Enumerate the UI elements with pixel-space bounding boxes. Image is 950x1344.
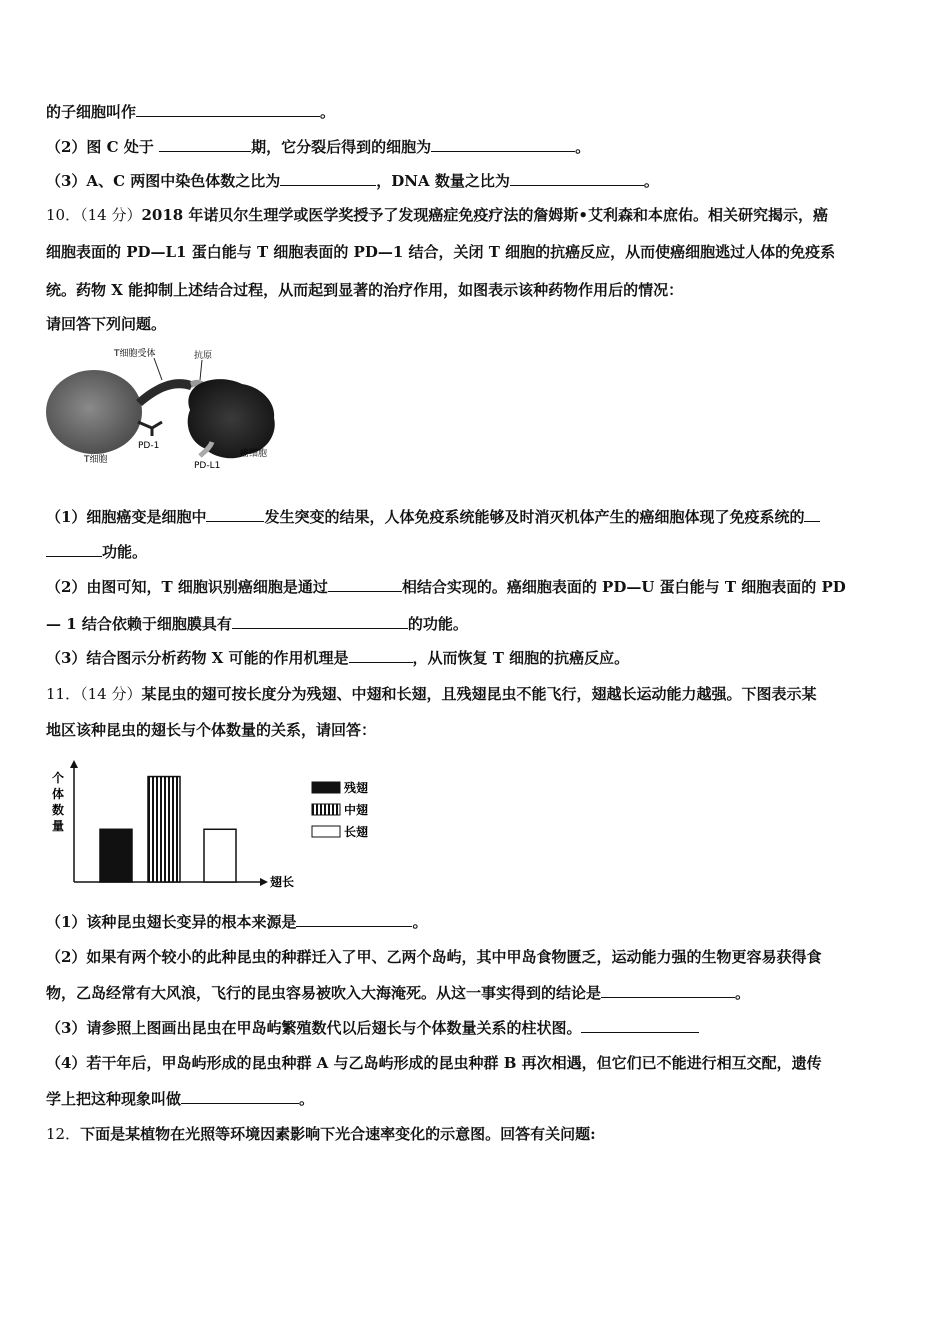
answer-blank[interactable] bbox=[181, 1089, 299, 1104]
bars-group bbox=[100, 777, 236, 882]
legend-label-short: 残翅 bbox=[344, 781, 369, 795]
y-axis-label-1: 个 bbox=[52, 771, 65, 785]
text: 相结合实现的。癌细胞表面的 PD—U 蛋白能与 T 细胞表面的 PD bbox=[401, 578, 846, 596]
text: 。 bbox=[643, 172, 659, 190]
text: 的子细胞叫作 bbox=[46, 103, 137, 121]
text: （2）如果有两个较小的此种昆虫的种群迁入了甲、乙两个岛屿，其中甲岛食物匮乏，运动能力强的生物更容易获得食 bbox=[46, 948, 822, 966]
t-cell-body bbox=[46, 370, 142, 454]
answer-blank[interactable] bbox=[296, 912, 412, 927]
answer-blank[interactable] bbox=[232, 614, 408, 629]
text: 地区该种昆虫的翅长与个体数量的关系，请回答： bbox=[46, 721, 377, 739]
q11-2-line-1 bbox=[46, 947, 821, 967]
label-pd1: PD-1 bbox=[138, 441, 160, 451]
text: （3）请参照上图画出昆虫在甲岛屿繁殖数代以后翅长与个体数量关系的柱状图。 bbox=[46, 1019, 582, 1037]
text: 学上把这种现象叫做 bbox=[46, 1090, 182, 1108]
text: 。 bbox=[299, 1090, 315, 1108]
text: ，DNA 数量之比为 bbox=[376, 172, 510, 190]
text: 发生突变的结果，人体免疫系统能够及时消灭机体产生的癌细胞体现了免疫系统的 bbox=[264, 508, 805, 526]
answer-blank[interactable] bbox=[804, 507, 820, 522]
question-number: 10．（14 分） bbox=[46, 206, 142, 224]
question-number: 12． bbox=[46, 1125, 81, 1143]
q11-2-line-2 bbox=[46, 983, 750, 1003]
q10-line-4 bbox=[46, 314, 166, 334]
y-axis-arrow bbox=[70, 760, 78, 768]
immune-diagram bbox=[44, 344, 284, 470]
line-1 bbox=[46, 102, 335, 122]
q10-3-line bbox=[46, 648, 629, 668]
text: 。 bbox=[320, 103, 336, 121]
line-2 bbox=[46, 137, 590, 157]
text: 某昆虫的翅可按长度分为残翅、中翅和长翅，且残翅昆虫不能飞行，翅越长运动能力越强。下图表示某 bbox=[141, 685, 817, 703]
wing-length-chart bbox=[48, 758, 388, 890]
cancer-cell-body bbox=[188, 379, 275, 458]
answer-blank[interactable] bbox=[159, 137, 251, 152]
q11-3-line bbox=[46, 1018, 699, 1038]
answer-blank[interactable] bbox=[601, 983, 735, 998]
bar-残翅 bbox=[100, 829, 132, 882]
text: 。 bbox=[575, 138, 591, 156]
q10-1-line-1 bbox=[46, 507, 820, 527]
immune-figure bbox=[44, 344, 284, 470]
text: 请回答下列问题。 bbox=[46, 315, 167, 333]
text: 细胞表面的 PD—L1 蛋白能与 T 细胞表面的 PD—1 结合，关闭 T 细胞的抗癌反应，从而使癌细胞逃过人体的免疫系 bbox=[46, 243, 836, 261]
line-3 bbox=[46, 171, 659, 191]
legend-swatch-long bbox=[312, 826, 340, 837]
bar-chart bbox=[48, 758, 388, 890]
legend-swatch-medium bbox=[312, 804, 340, 815]
text: 2018 年诺贝尔生理学或医学奖授予了发现癌症免疫疗法的詹姆斯•艾利森和本庶佑。相关研究揭示，癌 bbox=[141, 206, 829, 224]
text: （4）若干年后，甲岛屿形成的昆虫种群 A 与乙岛屿形成的昆虫种群 B 再次相遇，但它们已不能进行相互交配，遗传 bbox=[46, 1054, 822, 1072]
q11-1-line bbox=[46, 912, 427, 932]
y-axis-label-2: 体 bbox=[52, 787, 65, 801]
q10-line-1 bbox=[46, 205, 828, 225]
answer-blank[interactable] bbox=[328, 577, 402, 592]
q10-1-line-2 bbox=[46, 542, 147, 562]
answer-blank[interactable] bbox=[206, 507, 264, 522]
label-cancer-cell: 癌细胞 bbox=[240, 449, 268, 459]
question-number: 11．（14 分） bbox=[46, 685, 142, 703]
text: 功能。 bbox=[102, 543, 148, 561]
text: （1）该种昆虫翅长变异的根本来源是 bbox=[46, 913, 297, 931]
t-receptor-shape bbox=[136, 379, 194, 406]
answer-blank[interactable] bbox=[581, 1018, 699, 1033]
answer-blank[interactable] bbox=[136, 102, 320, 117]
bar-长翅 bbox=[204, 829, 236, 882]
legend bbox=[312, 780, 368, 839]
text: （3）结合图示分析药物 X 可能的作用机理是 bbox=[46, 649, 349, 667]
label-antigen: 抗原 bbox=[194, 351, 213, 361]
label-t-cell: T细胞 bbox=[84, 455, 108, 465]
label-pdl1: PD-L1 bbox=[194, 461, 221, 470]
leader-line bbox=[154, 358, 162, 380]
legend-label-medium: 中翅 bbox=[344, 803, 369, 817]
x-axis-arrow bbox=[260, 878, 268, 886]
text: 。 bbox=[735, 984, 751, 1002]
x-axis-label: 翅长 bbox=[270, 875, 295, 889]
answer-blank[interactable] bbox=[349, 648, 413, 663]
text: （2）图 C 处于 bbox=[46, 138, 154, 156]
text: 统。药物 X 能抑制上述结合过程，从而起到显著的治疗作用，如图表示该种药物作用后的情况： bbox=[46, 281, 684, 299]
text: 下面是某植物在光照等环境因素影响下光合速率变化的示意图。回答有关问题: bbox=[80, 1125, 596, 1143]
label-t-receptor: T细胞受体 bbox=[114, 349, 156, 359]
legend-label-long: 长翅 bbox=[344, 825, 369, 839]
text: 物，乙岛经常有大风浪，飞行的昆虫容易被吹入大海淹死。从这一事实得到的结论是 bbox=[46, 984, 602, 1002]
text: （3）A、C 两图中染色体数之比为 bbox=[46, 172, 281, 190]
q11-4-line-2 bbox=[46, 1089, 314, 1109]
text: （2）由图可知，T 细胞识别癌细胞是通过 bbox=[46, 578, 328, 596]
y-axis-label-4: 量 bbox=[52, 819, 65, 833]
legend-swatch-short bbox=[312, 782, 340, 793]
answer-blank[interactable] bbox=[431, 137, 575, 152]
q11-4-line-1 bbox=[46, 1053, 822, 1073]
text: （1）细胞癌变是细胞中 bbox=[46, 508, 207, 526]
q10-2-line-2 bbox=[46, 614, 468, 634]
answer-blank[interactable] bbox=[510, 171, 644, 186]
text: 期，它分裂后得到的细胞为 bbox=[251, 138, 432, 156]
text: 。 bbox=[412, 913, 428, 931]
q10-line-2 bbox=[46, 242, 835, 262]
text: 的功能。 bbox=[407, 615, 468, 633]
q11-line-2 bbox=[46, 720, 376, 740]
text: ，从而恢复 T 细胞的抗癌反应。 bbox=[412, 649, 630, 667]
answer-blank[interactable] bbox=[280, 171, 376, 186]
text: — 1 结合依赖于细胞膜具有 bbox=[46, 615, 232, 633]
q12-line-1 bbox=[46, 1124, 596, 1144]
q10-2-line-1 bbox=[46, 577, 846, 597]
pd1-shape bbox=[138, 422, 162, 436]
q10-line-3 bbox=[46, 280, 683, 300]
leader-line bbox=[200, 360, 202, 380]
y-axis-label-3: 数 bbox=[52, 803, 65, 817]
q11-line-1 bbox=[46, 684, 816, 704]
bar-中翅 bbox=[148, 777, 180, 882]
answer-blank[interactable] bbox=[46, 542, 102, 557]
